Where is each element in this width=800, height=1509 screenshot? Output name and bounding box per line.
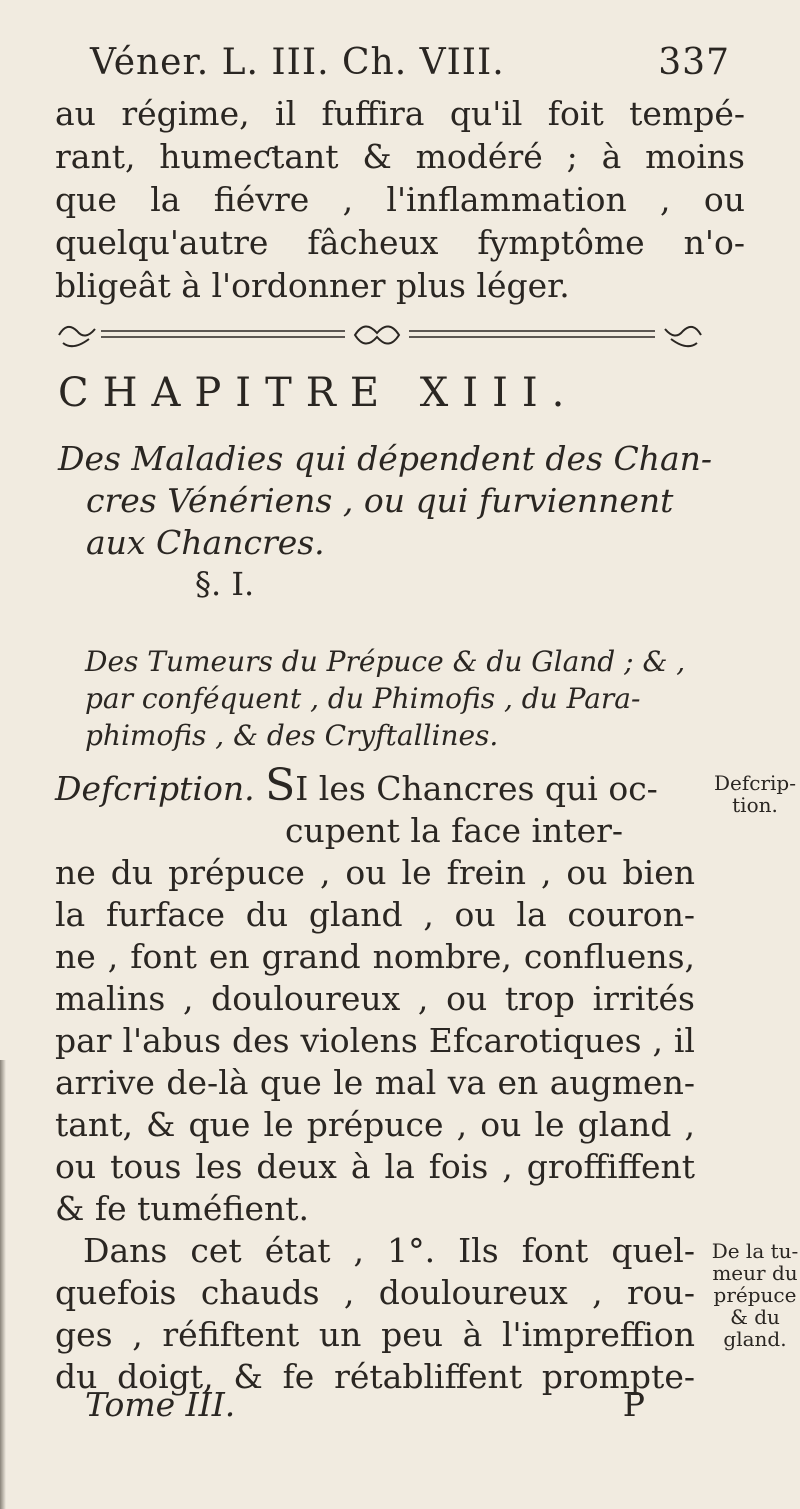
margin-note-line: Defcrip- [714, 771, 796, 795]
text-line: ne du prépuce , ou le frein , ou bien [55, 853, 695, 892]
text-line: du doigt, & fe rétabliffent prompte- [55, 1357, 695, 1396]
fleuron-center-icon [355, 326, 399, 343]
section-subheading [85, 643, 725, 754]
section-mark: §. I. [195, 565, 255, 603]
gutter-shadow [0, 1060, 6, 1509]
heading-line: Des Maladies qui dépendent des Chan- [58, 439, 713, 478]
text-line: cupent la face inter- [285, 811, 624, 850]
subheading-line: Des Tumeurs du Prépuce & du Gland ; & , [85, 645, 686, 678]
margin-note-tumour [710, 1240, 800, 1350]
catchword: Tome III. [85, 1385, 236, 1424]
text-line: ne , font en grand nombre, confluens, [55, 937, 695, 976]
intro-paragraph [55, 92, 745, 307]
text-line: au régime, il fuffira qu'il foit tempé- [55, 94, 745, 133]
text-line: quefois chauds , douloureux , rou- [55, 1273, 695, 1312]
text-line: ou tous les deux à la fois , groffiffent [55, 1147, 695, 1186]
running-head [90, 42, 730, 83]
page-number: 337 [658, 42, 730, 83]
running-title: Véner. L. III. Ch. VIII. [90, 42, 505, 83]
margin-note-line: meur du [712, 1261, 798, 1285]
text-line: rant, humeƈtant & modéré ; à moins [55, 137, 745, 176]
margin-note-line: prépuce [713, 1283, 797, 1307]
subheading-line: phimofis , & des Cryftallines. [85, 719, 499, 752]
text-line: quelqu'autre fâcheux fymptôme n'o- [55, 223, 745, 262]
lead-label: Defcription. [55, 769, 255, 808]
text-line: par l'abus des violens Efcarotiques , il [55, 1021, 695, 1060]
signature-mark: P [622, 1385, 645, 1424]
text-line: ges , réfiftent un peu à l'impreffion [55, 1315, 695, 1354]
margin-note-line: & du [730, 1305, 780, 1329]
text-line: arrive de-là que le mal va en augmen- [55, 1063, 695, 1102]
text-line: Dans cet état , 1°. Ils font quel- [83, 1231, 695, 1270]
text-line: bligeât à l'ordonner plus léger. [55, 266, 570, 305]
margin-note-line: tion. [732, 793, 778, 817]
text-line: & fe tuméfient. [55, 1189, 309, 1228]
margin-note-line: De la tu- [711, 1239, 799, 1263]
catchline [85, 1385, 645, 1424]
ornamental-rule [55, 317, 705, 353]
text-line: la furface du gland , ou la couron- [55, 895, 695, 934]
margin-note-description [710, 772, 800, 816]
heading-line: cres Vénériens , ou qui furviennent [86, 481, 674, 520]
first-line [55, 760, 695, 811]
fleuron-left-icon [59, 327, 95, 346]
main-paragraph [55, 760, 695, 1398]
first-line-text: I les Chancres qui oc- [295, 769, 658, 808]
fleuron-right-icon [665, 327, 701, 346]
margin-note-line: gland. [723, 1327, 787, 1351]
text-line: malins , douloureux , ou trop irrités [55, 979, 695, 1018]
chapter-title: CHAPITRE XIII. [58, 370, 579, 416]
subheading-line: par conféquent , du Phimofis , du Para- [85, 682, 641, 715]
drop-cap: S [265, 760, 296, 811]
text-line: que la fiévre , l'inflammation , ou [55, 180, 745, 219]
chapter-heading [58, 438, 718, 564]
text-line: tant, & que le prépuce , ou le gland , [55, 1105, 695, 1144]
heading-line: aux Chancres. [86, 523, 325, 562]
